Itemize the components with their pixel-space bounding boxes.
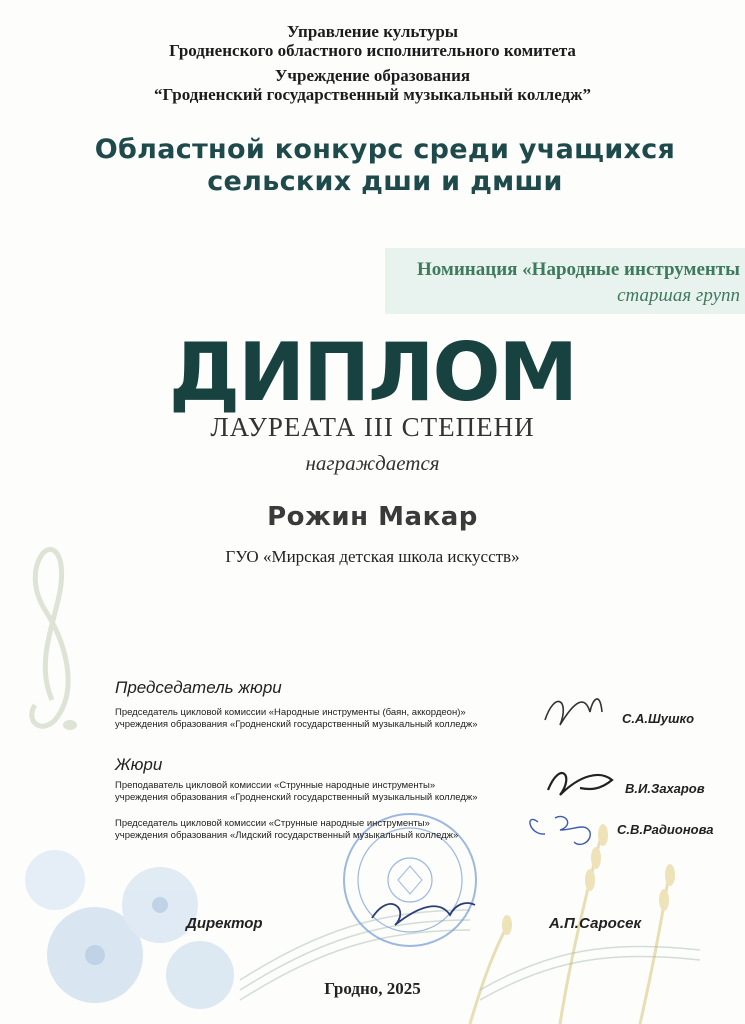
jury-member-desc-line-1: Председатель цикловой комиссии «Струнные народные инструменты» [115, 818, 430, 829]
recipient-name: Рожин Макар [267, 502, 478, 532]
contest-title [0, 134, 745, 198]
nomination-title: Номинация «Народные инструменты [417, 259, 740, 280]
jury-member-desc-line-2: учреждения образования «Лидский государственный музыкальный колледж» [115, 830, 459, 841]
institution-header [0, 66, 745, 104]
radionova-signature [530, 816, 590, 844]
laureate-degree: ЛАУРЕАТА III СТЕПЕНИ [210, 412, 535, 442]
director-label: Директор [186, 915, 263, 932]
issuer-header [0, 22, 745, 60]
header-line-2: Гродненского областного исполнительного комитета [169, 41, 576, 60]
jury-chair-name: С.А.Шушко [622, 711, 695, 726]
jury-chair-description [115, 707, 478, 731]
jury-chair-heading: Председатель жюри [115, 678, 282, 697]
header-line-1: Управление культуры [286, 22, 459, 41]
zakharov-signature [548, 773, 612, 795]
director-name: А.П.Саросек [549, 915, 642, 932]
jury-heading: Жюри [115, 755, 163, 774]
nomination-group: старшая групп [617, 285, 740, 306]
jury-member-desc-line-1: Преподаватель цикловой комиссии «Струнные народные инструменты» [115, 780, 436, 791]
jury-member-name: С.В.Радионова [617, 822, 714, 837]
note-decoration [63, 720, 77, 730]
header-line-4: “Гродненский государственный музыкальный колледж” [154, 85, 591, 104]
awarded-label: награждается [305, 451, 440, 475]
city-year: Гродно, 2025 [324, 979, 421, 998]
jury-chair-desc-line-1: Председатель цикловой комиссии «Народные инструменты (баян, аккордеон)» [115, 707, 466, 718]
jury-member-name: В.И.Захаров [625, 781, 705, 796]
chair-signature [545, 699, 602, 725]
recipient-school: ГУО «Мирская детская школа искусств» [225, 547, 520, 566]
contest-title-line-2: сельских дши и дмши [207, 166, 563, 197]
jury-chair-desc-line-2: учреждения образования «Гродненский государственный музыкальный колледж» [115, 719, 478, 730]
contest-title-line-1: Областной конкурс среди учащихся [94, 134, 676, 165]
header-line-3: Учреждение образования [274, 66, 471, 85]
jury-member-description [115, 818, 458, 842]
diploma-title: ДИПЛОМ [168, 326, 577, 419]
treble-clef-decoration [32, 550, 68, 727]
jury-member-desc-line-2: учреждения образования «Гродненский государственный музыкальный колледж» [115, 792, 478, 803]
jury-member-description [115, 780, 478, 804]
